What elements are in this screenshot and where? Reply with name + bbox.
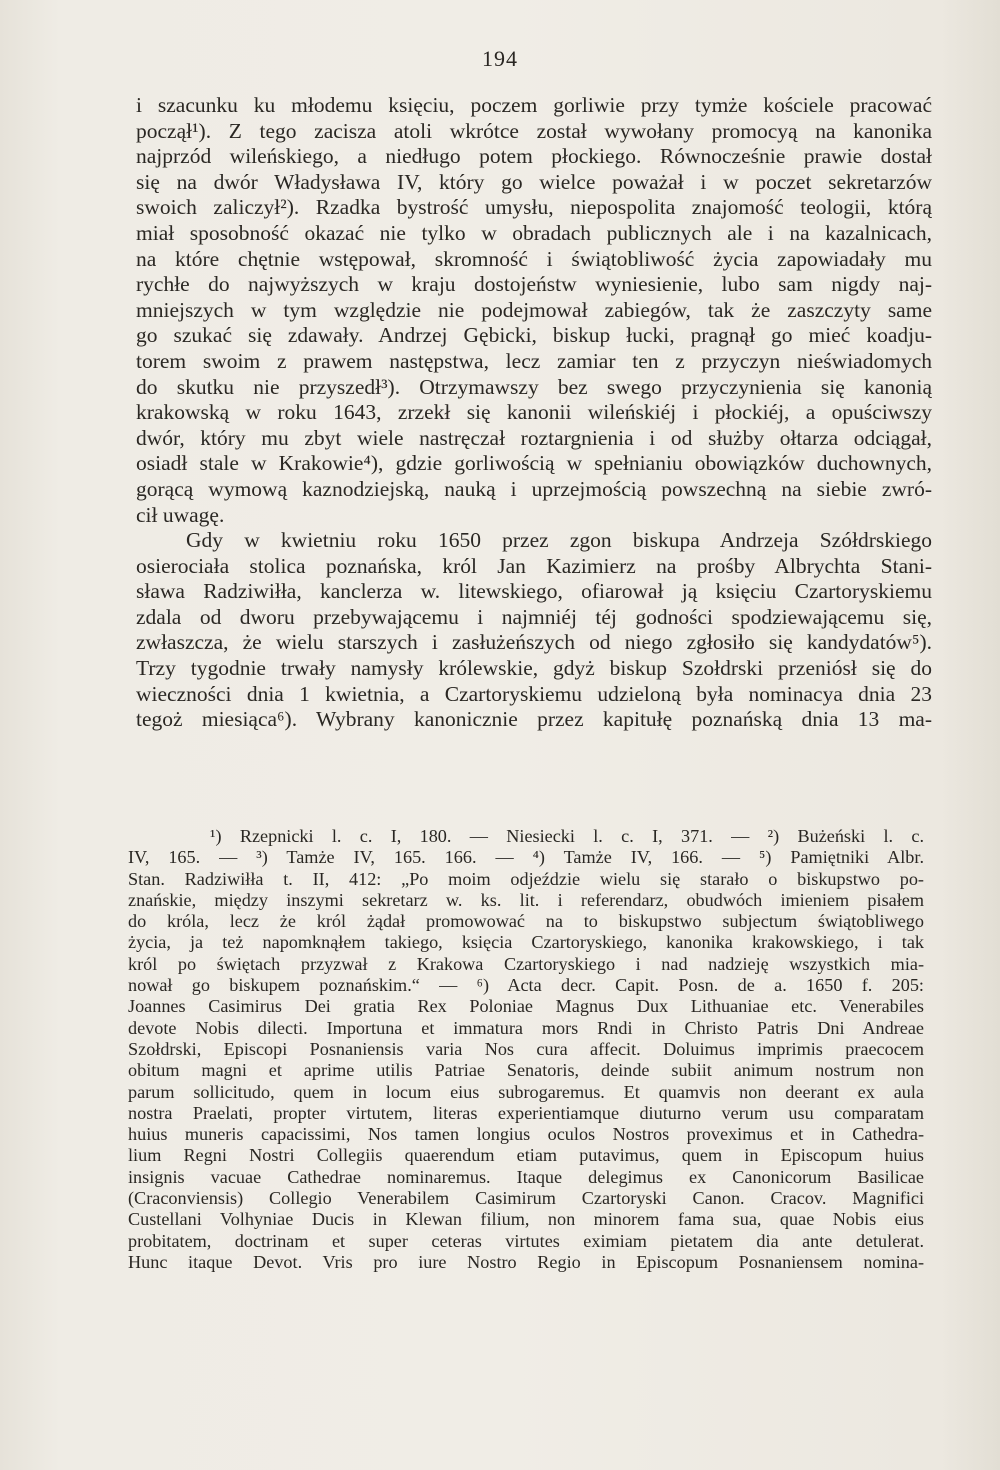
text-line: i szacunku ku młodemu księciu, poczem gorliwie przy tymże kościele pracować (136, 93, 932, 117)
footnote-line: Szołdrski, Episcopi Posnaniensis varia Nos cura affecit. Doluimus imprimis praecocem (128, 1038, 924, 1059)
text-line: zdala od dworu przebywającemu i najmniéj téj godności spodziewającemu się, (136, 604, 932, 629)
footnote-line: devote Nobis dilecti. Importuna et immatura mors Rndi in Christo Patris Dni Andreae (128, 1017, 924, 1038)
text-line: dwór, który mu zbyt wiele nastręczał roztargnienia i od służby ołtarza odciągał, (136, 425, 932, 450)
paragraph-start-line: Gdy w kwietniu roku 1650 przez zgon biskupa Andrzeja Szółdrskiego (186, 528, 932, 553)
footnote-line: Joannes Casimirus Dei gratia Rex Poloniae Magnus Dux Lithuaniae etc. Venerabiles (128, 996, 924, 1017)
text-line: krakowską w roku 1643, zrzekł się kanonii wileńskiéj i płockiéj, a opuściwszy (136, 400, 932, 425)
text-line: wieczności dnia 1 kwietnia, a Czartoryskiemu udzieloną była nominacya dnia 23 (136, 681, 932, 706)
text-line: począł¹). Z tego zacisza atoli wkrótce został wywołany promocyą na kanonika (136, 118, 932, 143)
footnote-line: do króla, lecz że król żądał promowować na to biskupstwo subjectum świątobliwego (128, 911, 924, 932)
footnote-line: życia, ja też napomknąłem takiego, księcia Czartoryskiego, kanonika krakowskiego, i tak (128, 932, 924, 953)
footnote-line: Custellani Volhyniae Ducis in Klewan filium, non minorem fama sua, quae Nobis eius (128, 1209, 924, 1230)
page-number: 194 (482, 46, 518, 71)
footnote-line: lium Regni Nostri Collegiis quaerendum etiam putavimus, quem in Episcopum huius (128, 1145, 924, 1166)
footnote-line: król po świętach przyzwał z Krakowa Czartoryskiego i nad nadzieję wszystkich mia- (128, 953, 924, 974)
footnote-line: parum sollicitudo, quem in locum eius subrogaremus. Et quamvis non deerant ex aula (128, 1081, 924, 1102)
footnote-line: (Craconviensis) Collegio Venerabilem Casimirum Czartoryski Canon. Cracov. Magnifici (128, 1188, 924, 1209)
text-line: go szukać się zdawały. Andrzej Gębicki, biskup łucki, pragnął go mieć koadju- (136, 323, 932, 348)
text-line: się na dwór Władysława IV, który go wielce poważał i w poczet sekretarzów (136, 169, 932, 194)
text-line: osierociała stolica poznańska, król Jan Kazimierz na prośby Albrychta Stani- (136, 553, 932, 578)
main-text (136, 93, 932, 733)
text-line: Trzy tygodnie trwały namysły królewskie, gdyż biskup Szołdrski przeniósł się do (136, 656, 932, 681)
footnote-line: insignis vacuae Cathedrae nominaremus. Itaque delegimus ex Canonicorum Basilicae (128, 1166, 924, 1187)
footnote-line: znańskie, między inszymi sekretarz w. ks. lit. i referendarz, obudwóch imieniem pisałem (128, 889, 924, 910)
text-line: rychłe do najwyższych w kraju dostojeństw wyniesienie, lubo sam nigdy naj- (136, 272, 932, 297)
text-line: osiadł stale w Krakowie⁴), gdzie gorliwością w spełnianiu obowiązków duchownych, (136, 451, 932, 476)
footnote-line: Stan. Radziwiłła t. II, 412: „Po moim odjeździe wielu się starało o biskupstwo po- (128, 868, 924, 889)
text-line: najprzód wileńskiego, a niedługo potem płockiego. Równocześnie prawie dostał (136, 144, 932, 169)
footnote-line: IV, 165. — ³) Tamże IV, 165. 166. — ⁴) Tamże IV, 166. — ⁵) Pamiętniki Albr. (128, 847, 924, 868)
text-line: gorącą wymową kaznodziejską, nauką i uprzejmością powszechną na siebie zwró- (136, 476, 932, 501)
footnote-line: nostra Praelati, propter virtutem, literas experientiamque diuturno verum usu comparatam (128, 1102, 924, 1123)
text-line: zwłaszcza, że wielu starszych i zasłużeńszych od niego zgłosiło się kandydatów⁵). (136, 630, 932, 655)
footnote-line: ¹) Rzepnicki l. c. I, 180. — Niesiecki l. c. I, 371. — ²) Bużeński l. c. (210, 826, 924, 846)
text-line: swoich zaliczył²). Rzadka bystrość umysłu, niepospolita znajomość teologii, którą (136, 195, 932, 220)
text-line: do skutku nie przyszedł³). Otrzymawszy bez swego przyczynienia się kanonią (136, 374, 932, 399)
footnote-line: obitum magni et aprime utilis Patriae Senatoris, deinde subiit animum nostrum non (128, 1060, 924, 1081)
text-line: sława Radziwiłła, kanclerza w. litewskiego, ofiarował ją księciu Czartoryskiemu (136, 579, 932, 604)
text-line: torem swoim z prawem następstwa, lecz zamiar ten z przyczyn nieświadomych (136, 348, 932, 373)
footnote-line: probitatem, doctrinam et super ceteras virtutes eximiam pietatem dia ante detulerat. (128, 1230, 924, 1251)
text-line: miał sposobność okazać nie tylko w obradach publicznych ale i na kazalnicach, (136, 220, 932, 245)
footnote-line: nował go biskupem poznańskim.“ — ⁶) Acta decr. Capit. Posn. de a. 1650 f. 205: (128, 975, 924, 996)
footnotes (128, 826, 924, 1273)
text-line: na które chętnie wstępował, skromność i świątobliwość życia zapowiadały mu (136, 246, 932, 271)
text-line: mniejszych w tym względzie nie podejmował zabiegów, tak że zaszczyty same (136, 297, 932, 322)
footnote-line: huius muneris capacissimi, Nos tamen longius oculos Nostros proveximus et in Cathedra- (128, 1124, 924, 1145)
text-line: tegoż miesiąca⁶). Wybrany kanonicznie przez kapitułę poznańską dnia 13 ma- (136, 707, 932, 732)
footnote-line: Hunc itaque Devot. Vris pro iure Nostro Regio in Episcopum Posnaniensem nomina- (128, 1251, 924, 1272)
paragraph-end-line: cił uwagę. (136, 502, 225, 527)
